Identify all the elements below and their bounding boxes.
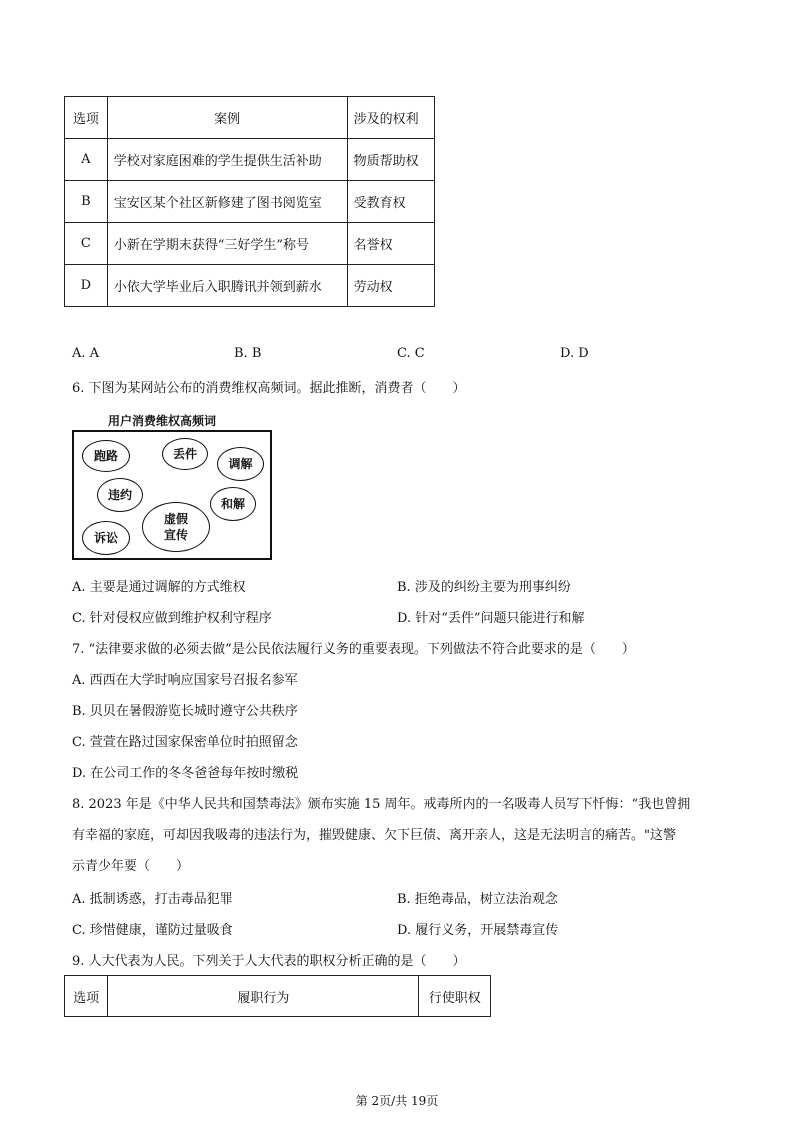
header-action: 履职行为 [108,976,419,1017]
q5-option-a: A. A [72,346,100,361]
table-header-row [65,976,491,1017]
table-row [65,265,435,307]
q5-option-b: B. B [234,346,262,361]
rights-table [64,96,435,307]
table-row [65,139,435,181]
q5-option-c: C. C [397,346,425,361]
row-option: B [65,181,108,223]
header-right: 涉及的权利 [347,97,434,139]
row-case: 小依大学毕业后入职腾讯并领到薪水 [107,265,347,307]
q6-stem: 6. 下图为某网站公布的消费维权高频词。据此推断，消费者（ ） [72,381,466,396]
word-bubble: 跑路 [82,440,130,472]
word-bubble: 和解 [210,487,256,521]
row-option: D [65,265,108,307]
q8-option-c: C. 珍惜健康，谨防过量吸食 [72,923,233,938]
table-row [65,223,435,265]
q6-option-a: A. 主要是通过调解的方式维权 [72,580,246,595]
q6-option-c: C. 针对侵权应做到维护权利守程序 [72,611,272,626]
header-option: 选项 [65,97,108,139]
row-option: C [65,223,108,265]
row-right: 劳动权 [347,265,434,307]
row-right: 受教育权 [347,181,434,223]
row-right: 物质帮助权 [347,139,434,181]
word-bubble: 调解 [217,447,264,481]
row-case: 宝安区某个社区新修建了图书阅览室 [107,181,347,223]
row-case: 学校对家庭困难的学生提供生活补助 [107,139,347,181]
row-right: 名誉权 [347,223,434,265]
q7-option-a: A. 西西在大学时响应国家号召报名参军 [72,673,298,688]
q6-option-d: D. 针对“丢件”问题只能进行和解 [397,611,585,626]
header-power: 行使职权 [419,976,491,1017]
header-option: 选项 [65,976,108,1017]
q7-option-d: D. 在公司工作的冬冬爸爸每年按时缴税 [72,766,299,781]
row-option: A [65,139,108,181]
q9-table [64,975,491,1017]
q9-stem: 9. 人大代表为人民。下列关于人大代表的职权分析正确的是（ ） [72,954,466,969]
word-bubble: 丢件 [162,438,208,470]
q8-option-a: A. 抵制诱惑，打击毒品犯罪 [72,892,233,907]
q8-stem-line-1: 8. 2023 年是《中华人民共和国禁毒法》颁布实施 15 周年。戒毒所内的一名吸毒人员写下忏悔：“我也曾拥 [72,797,691,812]
row-case: 小新在学期末获得“三好学生”称号 [107,223,347,265]
q5-option-d: D. D [560,346,589,361]
header-case: 案例 [107,97,347,139]
q8-option-d: D. 履行义务，开展禁毒宣传 [397,923,559,938]
figure-title: 用户消费维权高频词 [108,414,217,428]
table-header-row [65,97,435,139]
word-bubble: 诉讼 [82,521,130,555]
q8-stem-line-3: 示青少年要（ ） [72,859,190,874]
q7-stem: 7. “法律要求做的必须去做”是公民依法履行义务的重要表现。下列做法不符合此要求的是（ ） [72,642,635,657]
q7-option-c: C. 萱萱在路过国家保密单位时拍照留念 [72,735,298,750]
q8-option-b: B. 拒绝毒品，树立法治观念 [397,892,558,907]
word-bubble: 虚假宣传 [142,502,210,552]
q7-option-b: B. 贝贝在暑假游览长城时遵守公共秩序 [72,704,298,719]
table-row [65,181,435,223]
word-bubble: 违约 [97,478,143,512]
q8-stem-line-2: 有幸福的家庭，可却因我吸毒的违法行为，摧毁健康、欠下巨债、离开亲人，这是无法明言的痛苦。"这警 [72,828,676,843]
page-footer: 第 2页/共 19页 [355,1094,439,1108]
q6-option-b: B. 涉及的纠纷主要为刑事纠纷 [397,580,571,595]
